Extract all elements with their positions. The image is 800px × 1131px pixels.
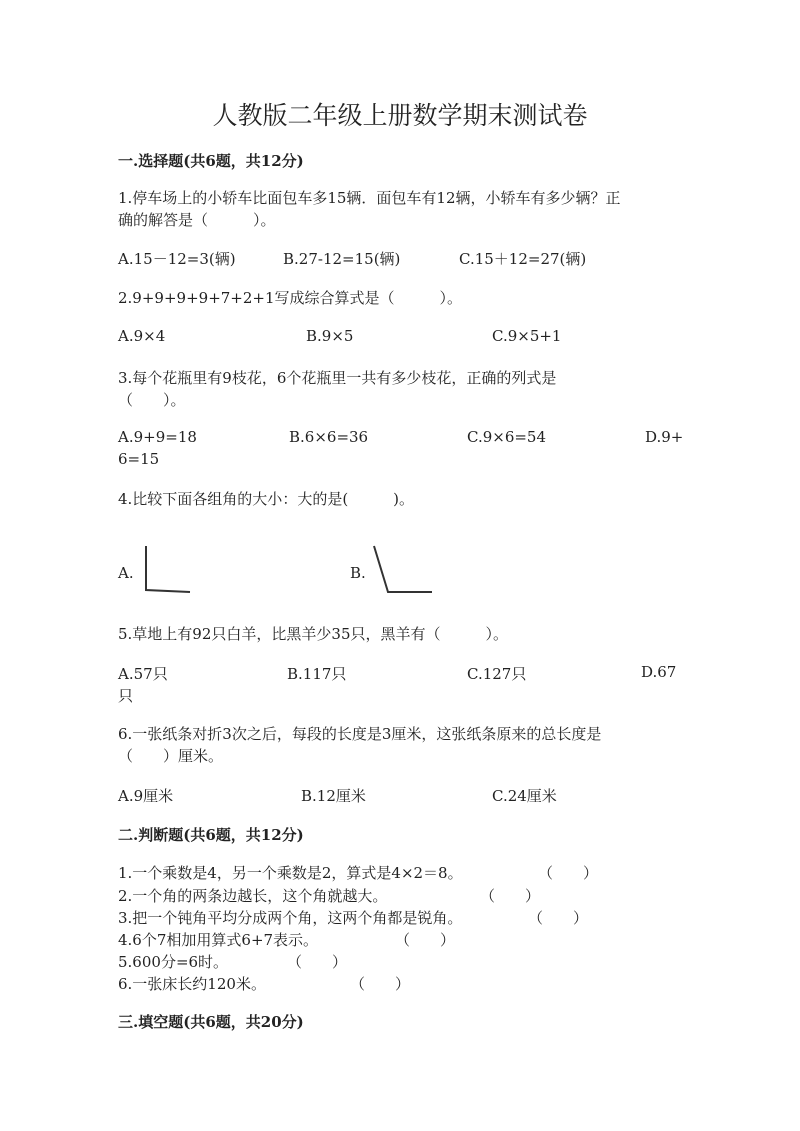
question-6-option-a[interactable]: A.9厘米 xyxy=(118,787,174,805)
question-5-option-c[interactable]: C.127只 xyxy=(467,665,527,683)
question-1-line-2: 确的解答是（ ）。 xyxy=(118,211,276,229)
section-heading-choice: 一.选择题(共6题，共12分) xyxy=(118,152,304,170)
question-1-line-1: 1.停车场上的小轿车比面包车多15辆．面包车有12辆，小轿车有多少辆？正 xyxy=(118,189,621,207)
judge-question-5: 5.600分=6时。 xyxy=(118,953,229,971)
judge-answer-blank-4[interactable]: （ ） xyxy=(395,931,456,949)
question-1-option-c[interactable]: C.15＋12=27(辆) xyxy=(459,250,587,268)
question-6-option-b[interactable]: B.12厘米 xyxy=(301,787,366,805)
judge-question-1: 1.一个乘数是4，另一个乘数是2，算式是4×2＝8。 xyxy=(118,864,463,882)
question-5-option-d-cont: 只 xyxy=(118,687,134,705)
question-5-line-1: 5.草地上有92只白羊，比黑羊少35只，黑羊有（ ）。 xyxy=(118,625,508,643)
question-6-line-1: 6.一张纸条对折3次之后，每段的长度是3厘米，这张纸条原来的总长度是 xyxy=(118,725,602,743)
question-3-option-d-cont: 6=15 xyxy=(118,450,160,468)
question-1-option-a[interactable]: A.15－12=3(辆) xyxy=(118,250,236,268)
question-5-option-d[interactable]: D.67 xyxy=(641,663,677,681)
question-4-line-1: 4.比较下面各组角的大小：大的是( )。 xyxy=(118,490,415,508)
question-4-option-b[interactable]: B. xyxy=(350,564,366,582)
judge-answer-blank-6[interactable]: （ ） xyxy=(350,975,411,993)
judge-answer-blank-5[interactable]: （ ） xyxy=(287,953,348,971)
obtuse-angle-figure xyxy=(368,540,438,600)
judge-answer-blank-2[interactable]: （ ） xyxy=(480,887,541,905)
question-5-option-a[interactable]: A.57只 xyxy=(118,665,168,683)
right-angle-figure xyxy=(140,540,200,600)
judge-question-6: 6.一张床长约120米。 xyxy=(118,975,266,993)
section-heading-fill: 三.填空题(共6题，共20分) xyxy=(118,1013,304,1031)
section-heading-judge: 二.判断题(共6题，共12分) xyxy=(118,826,304,844)
judge-answer-blank-1[interactable]: （ ） xyxy=(538,864,599,882)
page-title: 人教版二年级上册数学期末测试卷 xyxy=(212,101,588,130)
judge-answer-blank-3[interactable]: （ ） xyxy=(528,909,589,927)
judge-question-2: 2.一个角的两条边越长，这个角就越大。 xyxy=(118,887,388,905)
question-4-option-a[interactable]: A. xyxy=(118,564,134,582)
question-6-option-c[interactable]: C.24厘米 xyxy=(492,787,557,805)
question-6-line-2: （ ）厘米。 xyxy=(118,747,224,765)
judge-question-4: 4.6个7相加用算式6+7表示。 xyxy=(118,931,319,949)
question-3-option-d[interactable]: D.9+ xyxy=(645,428,684,446)
question-1-option-b[interactable]: B.27-12=15(辆) xyxy=(283,250,401,268)
question-3-line-2: （ ）。 xyxy=(118,391,186,409)
question-3-option-b[interactable]: B.6×6=36 xyxy=(289,428,369,446)
question-2-option-a[interactable]: A.9×4 xyxy=(118,327,166,345)
question-3-line-1: 3.每个花瓶里有9枝花，6个花瓶里一共有多少枝花，正确的列式是 xyxy=(118,369,557,387)
question-2-line-1: 2.9+9+9+9+7+2+1写成综合算式是（ ）。 xyxy=(118,289,463,307)
question-2-option-b[interactable]: B.9×5 xyxy=(306,327,354,345)
judge-question-3: 3.把一个钝角平均分成两个角，这两个角都是锐角。 xyxy=(118,909,463,927)
question-3-option-a[interactable]: A.9+9=18 xyxy=(118,428,197,446)
question-3-option-c[interactable]: C.9×6=54 xyxy=(467,428,547,446)
question-5-option-b[interactable]: B.117只 xyxy=(287,665,347,683)
question-2-option-c[interactable]: C.9×5+1 xyxy=(492,327,562,345)
